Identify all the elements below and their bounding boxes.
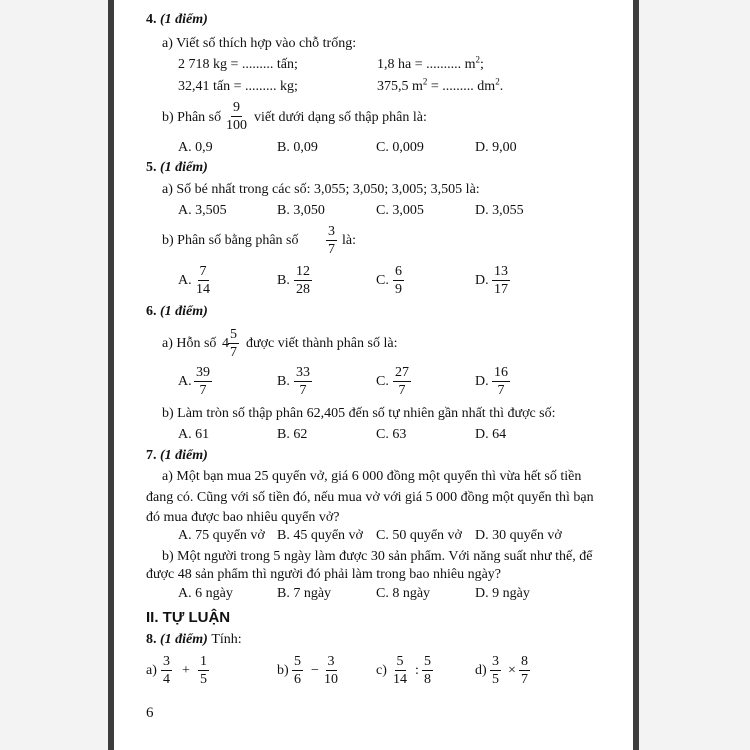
q7a-option-c: C. 50 quyển vở — [376, 528, 462, 543]
q6b-option-b: B. 62 — [277, 427, 308, 442]
q5b-option-c-letter: C. — [376, 273, 389, 288]
q8a-label: a) — [146, 663, 157, 678]
q7a-line-2: đang có. Cũng với số tiền đó, nếu mua vở với giá 5 000 đồng một quyển thì bạn — [146, 490, 594, 505]
right-background — [634, 0, 750, 750]
page-right-edge — [633, 0, 639, 750]
q8c-fraction-1: $\frac{5}{14}$ — [393, 654, 407, 687]
q5b-option-c-fraction: $\frac{6}{9}$ — [395, 264, 402, 297]
q6a-option-a-letter: A. — [178, 374, 192, 389]
document-page — [114, 0, 633, 750]
q6a-option-a-fraction: $\frac{39}{7}$ — [196, 365, 210, 398]
q5a-prompt: a) Số bé nhất trong các số: 3,055; 3,050; 3,005; 3,505 là: — [162, 182, 480, 197]
q8b-fraction-1: $\frac{5}{6}$ — [294, 654, 301, 687]
q6a-option-d-fraction: $\frac{16}{7}$ — [494, 365, 508, 398]
q5a-option-c: C. 3,005 — [376, 203, 424, 218]
q5b-option-d-letter: D. — [475, 273, 489, 288]
q8c-label: c) — [376, 663, 387, 678]
q6a-mixed-whole: 4 — [222, 336, 229, 351]
q6b-option-a: A. 61 — [178, 427, 210, 442]
q5b-option-a-letter: A. — [178, 273, 192, 288]
q7-heading: 7. (1 điểm) — [146, 448, 208, 463]
q5b-option-a-fraction: $\frac{7}{14}$ — [196, 264, 210, 297]
q6a-mixed-fraction: $\frac{5}{7}$ — [230, 327, 237, 360]
q4-heading: 4. (1 điểm) — [146, 12, 208, 27]
q7b-line-1: b) Một người trong 5 ngày làm được 30 sản phẩm. Với năng suất như thế, để — [162, 549, 593, 564]
left-background — [0, 0, 113, 750]
q8d-fraction-2: $\frac{8}{7}$ — [521, 654, 528, 687]
q7b-option-c: C. 8 ngày — [376, 586, 431, 601]
q4a-item-2: 1,8 ha = .......... $m^2$; — [377, 54, 484, 72]
q5b-option-d-fraction: $\frac{13}{17}$ — [494, 264, 508, 297]
q4b-option-d: D. 9,00 — [475, 140, 517, 155]
q8b-label: b) — [277, 663, 289, 678]
q7b-line-2: được 48 sản phẩm thì người đó phải làm trong bao nhiêu ngày? — [146, 567, 502, 582]
q7a-option-a: A. 75 quyển vở — [178, 528, 265, 543]
q5-heading: 5. (1 điểm) — [146, 160, 208, 175]
q7a-line-3: đó mua được bao nhiêu quyển vở? — [146, 510, 340, 525]
q6a-prompt-pre: a) Hỗn số — [162, 336, 217, 351]
q4b-option-c: C. 0,009 — [376, 140, 424, 155]
q8d-operator: × — [508, 663, 516, 678]
q5b-option-b-fraction: $\frac{12}{28}$ — [296, 264, 310, 297]
q5a-option-d: D. 3,055 — [475, 203, 524, 218]
q8d-fraction-1: $\frac{3}{5}$ — [492, 654, 499, 687]
q6a-option-b-fraction: $\frac{33}{7}$ — [296, 365, 310, 398]
q5a-option-b: B. 3,050 — [277, 203, 325, 218]
section-title: II. TỰ LUẬN — [146, 609, 231, 626]
q4a-item-4: 375,5 $m^2$ = ......... $dm^2$. — [377, 76, 504, 94]
q5b-prompt-pre: b) Phân số bằng phân số — [162, 233, 299, 248]
q7a-option-d: D. 30 quyển vở — [475, 528, 562, 543]
q8c-operator: : — [415, 663, 419, 678]
q8b-fraction-2: $\frac{3}{10}$ — [324, 654, 338, 687]
q8c-fraction-2: $\frac{5}{8}$ — [424, 654, 431, 687]
q4a-item-3: 32,41 tấn = ......... kg; — [178, 79, 298, 94]
q4a-prompt: a) Viết số thích hợp vào chỗ trống: — [162, 36, 357, 51]
q4b-prompt-pre: b) Phân số — [162, 110, 222, 125]
q7b-option-b: B. 7 ngày — [277, 586, 332, 601]
q6b-prompt: b) Làm tròn số thập phân 62,405 đến số tự nhiên gần nhất thì được số: — [162, 406, 556, 421]
q6b-option-d: D. 64 — [475, 427, 507, 442]
q5b-option-b-letter: B. — [277, 273, 290, 288]
q6a-option-c-fraction: $\frac{27}{7}$ — [395, 365, 409, 398]
q6a-option-d-letter: D. — [475, 374, 489, 389]
q6a-option-b-letter: B. — [277, 374, 290, 389]
q4b-fraction: $\frac{9}{100}$ — [226, 100, 247, 133]
q6a-option-c-letter: C. — [376, 374, 389, 389]
q7b-option-a: A. 6 ngày — [178, 586, 233, 601]
q7a-line-1: a) Một bạn mua 25 quyển vở, giá 6 000 đồng một quyển thì vừa hết số tiền — [162, 469, 582, 484]
q4b-prompt-post: viết dưới dạng số thập phân là: — [254, 110, 427, 125]
q7a-option-b: B. 45 quyển vở — [277, 528, 363, 543]
q5a-option-a: A. 3,505 — [178, 203, 227, 218]
q4b-option-a: A. 0,9 — [178, 140, 213, 155]
q8b-operator: − — [311, 663, 319, 678]
q8a-operator: + — [182, 663, 190, 678]
q6-heading: 6. (1 điểm) — [146, 304, 208, 319]
q5b-fraction: $\frac{3}{7}$ — [328, 224, 335, 257]
q4a-item-1: 2 718 kg = ......... tấn; — [178, 57, 298, 72]
q8d-label: d) — [475, 663, 487, 678]
q4b-option-b: B. 0,09 — [277, 140, 318, 155]
q8a-fraction-2: $\frac{1}{5}$ — [200, 654, 207, 687]
q6b-option-c: C. 63 — [376, 427, 407, 442]
page-number: 6 — [146, 705, 154, 721]
q7b-option-d: D. 9 ngày — [475, 586, 530, 601]
q5b-prompt-post: là: — [342, 233, 356, 248]
q8-heading: 8. (1 điểm) Tính: — [146, 632, 242, 647]
q8a-fraction-1: $\frac{3}{4}$ — [163, 654, 170, 687]
q6a-prompt-post: được viết thành phân số là: — [246, 336, 398, 351]
